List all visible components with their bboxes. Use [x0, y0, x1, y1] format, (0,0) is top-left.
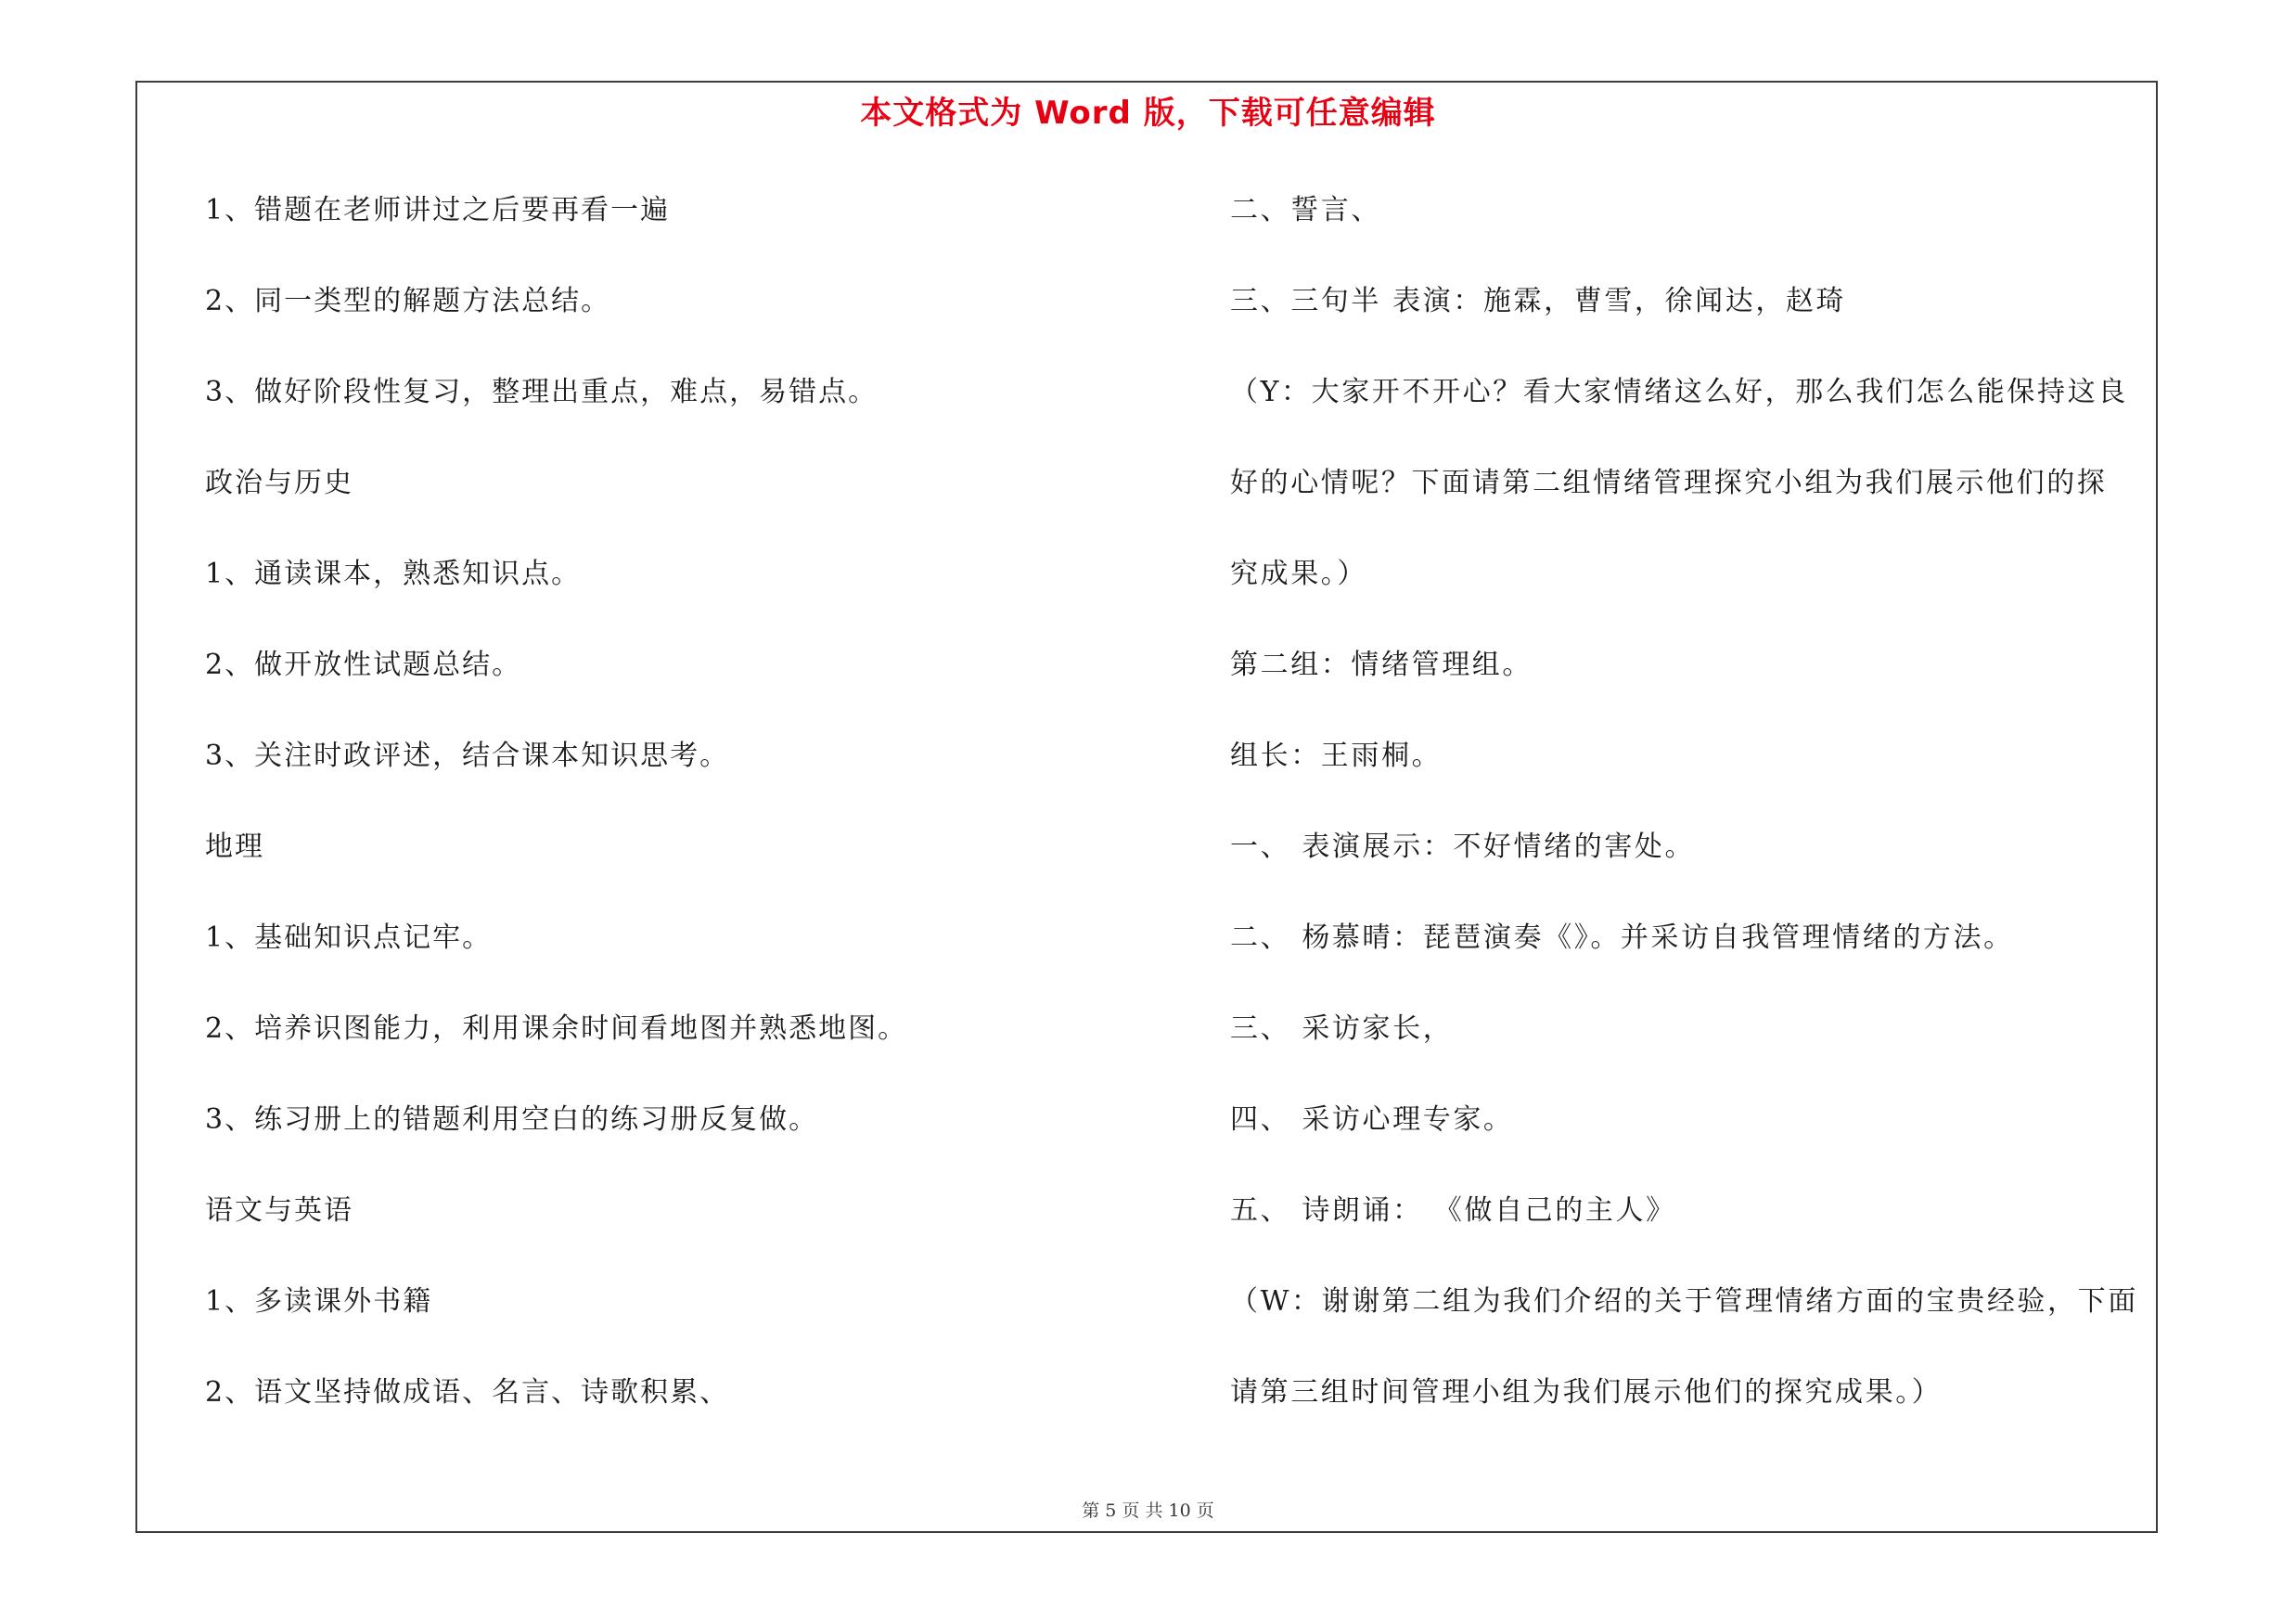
text-line: 四、 采访心理专家。 — [1230, 1103, 1514, 1136]
text-line: （Y：大家开不开心？看大家情绪这么好，那么我们怎么能保持这良 — [1230, 376, 2128, 408]
text-line: 3、关注时政评述，结合课本知识思考。 — [205, 740, 730, 772]
text-line: 2、同一类型的解题方法总结。 — [205, 285, 611, 317]
word-format-banner: 本文格式为 Word 版，下载可任意编辑 — [860, 95, 1436, 132]
text-line: 五、 诗朗诵： 《做自己的主人》 — [1230, 1194, 1676, 1227]
text-line: 第二组：情绪管理组。 — [1230, 649, 1533, 681]
text-line: 二、 杨慕晴：琵琶演奏《》。并采访自我管理情绪的方法。 — [1230, 921, 2014, 954]
section-heading: 地理 — [205, 831, 264, 863]
page-number-footer: 第 5 页 共 10 页 — [1082, 1501, 1214, 1521]
text-line: 1、基础知识点记牢。 — [205, 921, 493, 954]
text-line: 究成果。） — [1230, 558, 1367, 590]
left-column — [205, 182, 1188, 1455]
text-line: 请第三组时间管理小组为我们展示他们的探究成果。） — [1230, 1376, 1943, 1409]
text-line: 二、誓言、 — [1230, 194, 1381, 226]
text-line: 2、语文坚持做成语、名言、诗歌积累、 — [205, 1376, 730, 1409]
text-line: 三、 采访家长， — [1230, 1012, 1454, 1045]
text-line: 好的心情呢？下面请第二组情绪管理探究小组为我们展示他们的探 — [1230, 467, 2108, 499]
text-line: 组长：王雨桐。 — [1230, 740, 1443, 772]
text-line: 三、三句半 表演：施霖，曹雪，徐闻达，赵琦 — [1230, 285, 1847, 317]
text-line: 3、做好阶段性复习，整理出重点，难点，易错点。 — [205, 376, 879, 408]
text-line: 2、培养识图能力，利用课余时间看地图并熟悉地图。 — [205, 1012, 908, 1045]
text-line: 2、做开放性试题总结。 — [205, 649, 522, 681]
section-heading: 语文与英语 — [205, 1194, 353, 1227]
section-heading: 政治与历史 — [205, 467, 353, 499]
text-line: （W：谢谢第二组为我们介绍的关于管理情绪方面的宝贵经验，下面 — [1230, 1285, 2138, 1318]
text-line: 1、多读课外书籍 — [205, 1285, 433, 1318]
text-line: 一、 表演展示：不好情绪的害处。 — [1230, 831, 1696, 863]
text-line: 3、练习册上的错题利用空白的练习册反复做。 — [205, 1103, 819, 1136]
text-line: 1、通读课本，熟悉知识点。 — [205, 558, 582, 590]
right-column — [1230, 182, 2158, 1455]
text-line: 1、错题在老师讲过之后要再看一遍 — [205, 194, 671, 226]
